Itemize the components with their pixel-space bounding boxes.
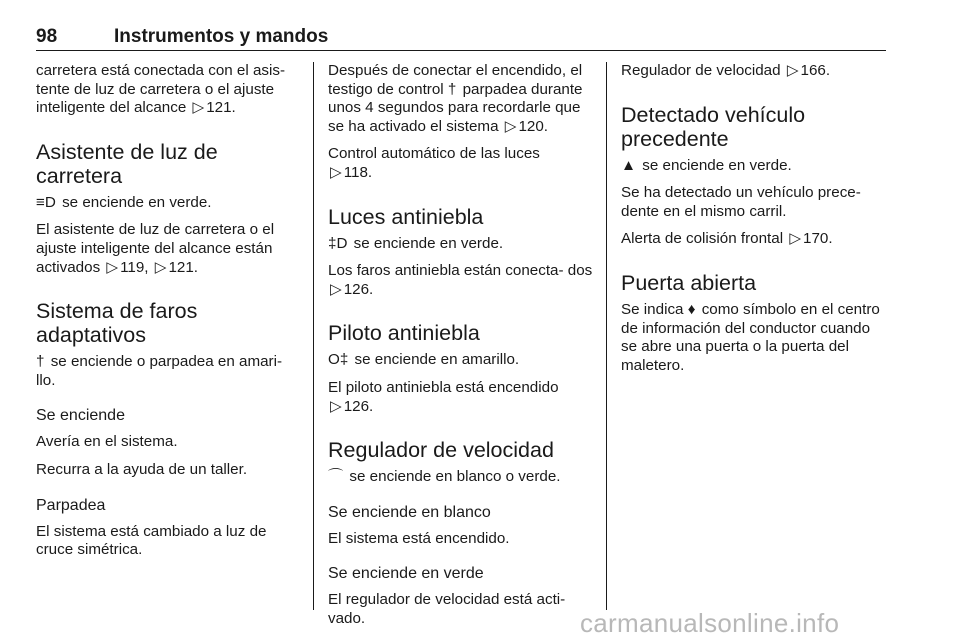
page-ref-icon: ▷ [330,163,342,181]
paragraph: Recurra a la ayuda de un taller. [36,460,248,478]
page-ref-icon: ▷ [789,230,802,248]
paragraph: † se enciende o parpadea en amari- llo. [36,353,283,389]
page-ref-link[interactable]: 121. [206,99,236,117]
section-heading: Puerta abierta [621,270,757,295]
subsection-heading: Se enciende en verde [328,565,484,583]
page-ref-link[interactable]: 120. [518,117,549,135]
page-ref-link[interactable]: 119, [120,258,149,276]
paragraph: ≡D se enciende en verde. [36,193,212,211]
page-ref-link[interactable]: 166. [800,62,831,79]
chapter-title: Instrumentos y mandos [114,26,329,47]
cruise-control-icon: ⌒ [328,468,344,486]
page-ref-icon: ▷ [330,280,342,298]
paragraph: Regulador de velocidad ▷ 166. [621,62,831,79]
page-ref-link[interactable]: 118. [343,163,373,181]
paragraph: ▲ se enciende en verde. [621,156,792,174]
column-divider [313,62,314,610]
rear-fog-light-icon: O‡ [328,351,349,369]
subsection-heading: Parpadea [36,496,106,514]
paragraph: El sistema está cambiado a luz de cruce simétrica. [36,522,267,559]
paragraph: El regulador de velocidad está acti- vado. [328,591,566,627]
adaptive-headlights-icon: † [36,353,45,371]
paragraph: carretera está conectada con el asis- tente de luz de carretera o el ajuste inteligente del alcance ▷ 121. [36,62,286,117]
adaptive-headlights-icon: † [447,80,457,98]
section-heading: Piloto antiniebla [328,321,480,346]
page-header [36,24,886,51]
section-heading: Detectado vehículo precedente [621,102,806,151]
page-ref-icon: ▷ [106,258,119,276]
page-ref-icon: ▷ [786,62,799,79]
high-beam-assist-icon: ≡D [36,193,56,211]
page-ref-icon: ▷ [154,258,167,276]
subsection-heading: Se enciende [36,407,125,425]
paragraph: Control automático de las luces ▷ 118. [328,145,540,181]
paragraph: Se ha detectado un vehículo prece- dente en el mismo carril. [621,184,861,220]
page-ref-icon: ▷ [330,397,342,415]
section-heading: Sistema de faros adaptativos [36,299,198,348]
page-ref-icon: ▷ [504,117,517,135]
page-ref-link[interactable]: 121. [168,258,199,276]
paragraph: Después de conectar el encendido, el testigo de control † parpadea durante unos 4 segundos para recordarle que se ha activado el sistema ▷ 120. [328,62,583,135]
paragraph: El asistente de luz de carretera o el ajuste inteligente del alcance están activados ▷ 119, ▷ 121. [36,221,275,276]
door-open-icon: ♦ [687,300,696,318]
paragraph: Se indica ♦ como símbolo en el centro de información del conductor cuando se abre una puerta o la puerta del maletero. [621,300,880,374]
page-ref-icon: ▷ [192,99,205,117]
paragraph: O‡ se enciende en amarillo. [328,351,520,369]
paragraph: Avería en el sistema. [36,433,178,451]
paragraph: El sistema está encendido. [328,529,510,547]
paragraph: Los faros antiniebla están conecta- dos ▷ 126. [328,262,593,298]
section-heading: Regulador de velocidad [328,438,554,463]
paragraph: ⌒ se enciende en blanco o verde. [328,468,561,486]
column-divider [606,62,607,610]
section-heading: Asistente de luz de carretera [36,139,218,188]
page-number: 98 [36,26,58,47]
page-ref-link[interactable]: 170. [803,230,833,248]
subsection-heading: Se enciende en blanco [328,503,491,521]
vehicle-ahead-icon: ▲ [621,156,637,174]
column-3 [621,62,887,384]
column-1 [36,62,298,569]
page-ref-link[interactable]: 126. [343,280,374,298]
watermark: carmanualsonline.info [580,608,840,638]
paragraph: Alerta de colisión frontal ▷ 170. [621,230,833,248]
paragraph: ‡D se enciende en verde. [328,234,504,252]
column-2 [328,62,594,638]
page-ref-link[interactable]: 126. [343,397,374,415]
front-fog-light-icon: ‡D [328,234,348,252]
section-heading: Luces antiniebla [328,204,484,229]
paragraph: El piloto antiniebla está encendido ▷ 126. [328,378,559,415]
